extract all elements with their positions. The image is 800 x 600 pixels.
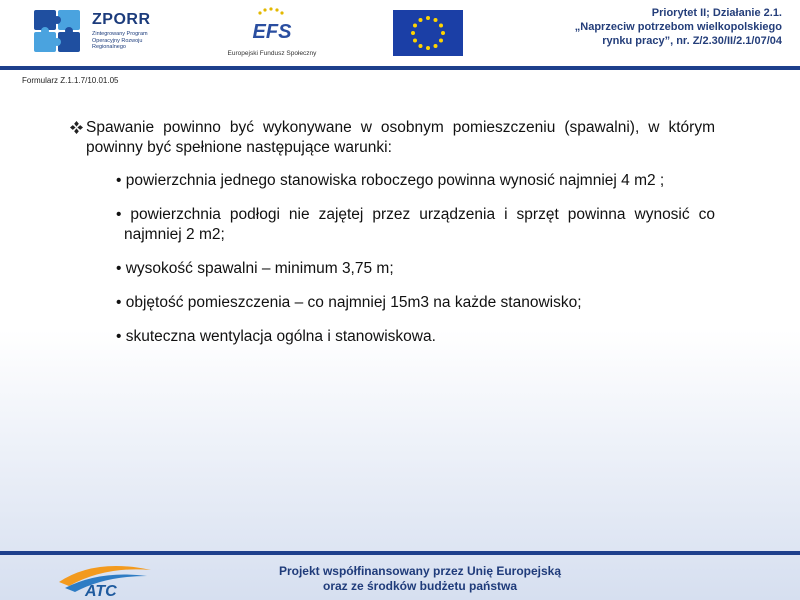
project-title-line: „Naprzeciw potrzebom wielkopolskiego [574,21,782,33]
cofinancing-note [200,564,640,594]
form-id: Formularz Z.1.1.7/10.01.05 [22,76,119,85]
project-title [482,6,782,48]
footer-divider [0,551,800,555]
project-title-line: rynku pracy”, nr. Z/2.30/II/2.1/07/04 [602,35,782,47]
project-title-line: Priorytet II; Działanie 2.1. [651,7,782,19]
header-divider [0,66,800,70]
efs-logo [222,4,322,62]
cofinancing-line: oraz ze środków budżetu państwa [322,579,518,593]
cofinancing-line: Projekt współfinansowany przez Unię Europejską [278,564,562,578]
svg-text:EFS: EFS [252,21,292,43]
efs-caption: Europejski Fundusz Społeczny [227,50,317,57]
eu-flag-logo [393,10,463,56]
diamond-bullet-icon [70,121,83,134]
zporr-subtitle: Zintegrowany Program Operacyjny Rozwoju Regionalnego [92,31,148,50]
list-item: • powierzchnia podłogi nie zajętej przez urządzenia i sprzęt powinna wynosić co najmniej 2 m2; [116,206,715,243]
atc-logo-icon [55,560,155,598]
main-content [70,118,715,361]
svg-text:ATC: ATC [85,583,117,598]
zporr-logo [32,8,157,58]
efs-mark-icon [222,4,322,50]
list-item: • wysokość spawalni – minimum 3,75 m; [116,260,394,277]
atc-logo [55,560,155,598]
puzzle-logo-icon [32,8,86,56]
list-item: • powierzchnia jednego stanowiska roboczego powinna wynosić najmniej 4 m2 ; [116,172,665,189]
intro-paragraph [70,118,715,158]
header [0,0,800,66]
list-item: • skuteczna wentylacja ogólna i stanowiskowa. [116,328,436,345]
zporr-name: ZPORR [92,11,151,28]
conditions-list [116,171,715,347]
eu-flag-icon [393,10,463,56]
list-item: • objętość pomieszczenia – co najmniej 15m3 na każde stanowisko; [116,294,582,311]
intro-text: Spawanie powinno być wykonywane w osobnym pomieszczeniu (spawalni), w którym powinny być spełnione następujące warunki: [86,119,715,156]
